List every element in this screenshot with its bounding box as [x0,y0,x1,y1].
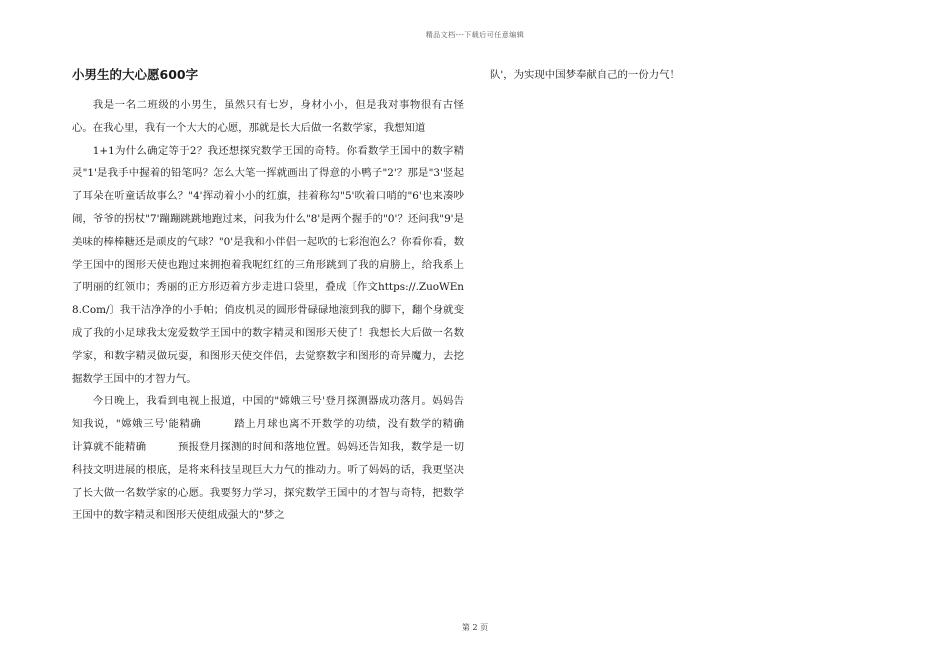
paragraph-1: 我是一名二班级的小男生，虽然只有七岁，身材小小，但是我对事物很有古怪 心。在我心里，我有一个大大的心愿，那就是长大后做一名数学家，我想知道 [72,99,485,134]
right-column [490,64,880,86]
paragraph-continuation: 队'，为实现中国梦奉献自己的一份力气！ [490,69,680,81]
page-header: 精品文档---下载后可任意编辑 [425,31,525,39]
page-number: 第 2 页 [461,623,489,632]
paragraph-2: 1+1为什么确定等于2？我还想探究数学王国的奇特。你看数学王国中的数字精灵"1'是我手中握着的铅笔吗？怎么大笔一挥就画出了得意的小鸭子"2'？那是"3'竖起了耳朵在听童话故事么？"4'挥动着小小的红旗，挂着称勾"5'吹着口哨的"6'也来凑吵闹，爷爷的拐杖"7'蹦蹦跳跳地跑过来，问我为什么"8'是两个握手的"0'？还问我"9'是美味的棒棒糖还是顽皮的气球？"0'是我和小伴侣一起吹的七彩泡泡么？你看你看，数学王国中的图形天使也跑过来拥抱着我呢红红的三角形跳到了我的肩膀上，给我系上了明丽的红领巾；秀丽的正方形迈着方步走进口袋里，叠成〔作文https://.ZuoWEn8.Com/〕我干洁净净的小手帕；俏皮机灵的圆形骨碌碌地滚到我的脚下，翻个身就变成了我的小足球我太宠爱数学王国中的数字精灵和图形天使了！我想长大后做一名数学家，和数字精灵做玩耍，和图形天使交伴侣，去觉察数字和图形的奇异魔力，去挖掘数学王国中的才智力气。 [72,144,464,385]
left-column [72,64,496,527]
paragraph-3: 今日晚上，我看到电视上报道，中国的"嫦娥三号'登月探测器成功落月。妈妈告知我说，"嫦娥三号'能精确 踏上月球也离不开数学的功绩，没有数学的精确 计算就不能精确 预报登月探测的时间和落地位置。妈妈还告知我，数学是一切科技文明进展的根底，是将来科技呈现巨大力气的推动力。听了妈妈的话，我更坚决了长大做一名数学家的心愿。我要努力学习，探究数学王国中的才智与奇特，把数学王国中的数字精灵和图形天使组成强大的"梦之 [72,395,496,522]
article-title: 小男生的大心愿600字 [72,67,199,82]
